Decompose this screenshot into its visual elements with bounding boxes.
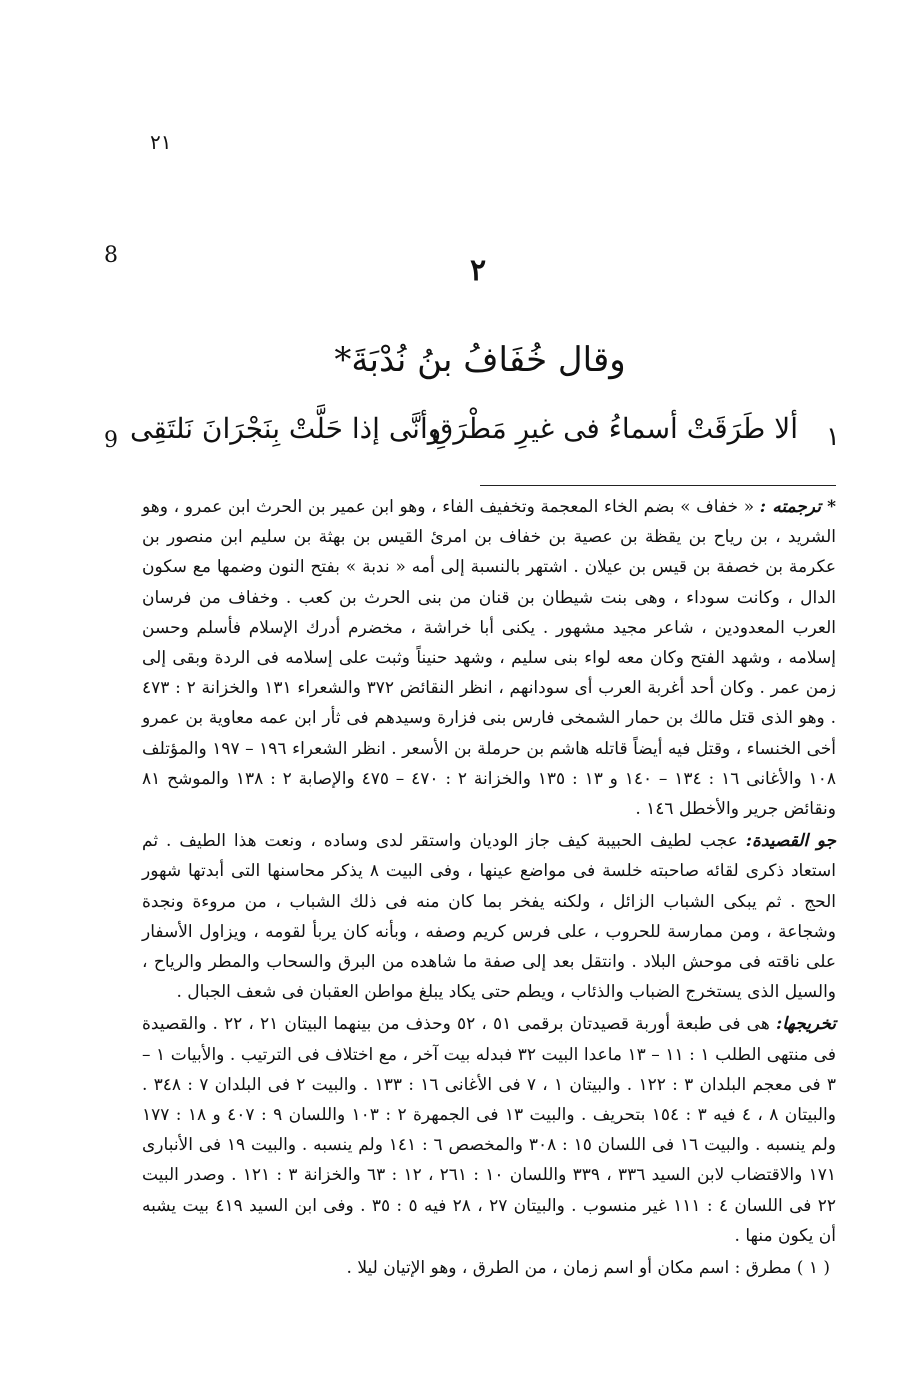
verse-number: ١ xyxy=(826,422,840,452)
verse-second-hemistich: وأنَّى إذا حَلَّتْ بِنَجْرَانَ نَلتَقِى xyxy=(130,412,442,445)
poem-context-text: عجب لطيف الحبيبة كيف جاز الوديان واستقر لدى وساده ، ونعت هذا الطيف . ثم استعاد ذكرى لقائه صاحبته خلسة فى مواضع عينها ، وفى البيت ٨ يذكر محاسنها التى أبدتها شهور الحج . ثم يبكى الشباب الزائل ، ولكنه يفخر بما كان منه فى ذلك الشباب ، من مروءة ونجدة وشجاعة ، ومن ممارسة للحروب ، على فرس كريم وصفه ، وبأنه كان يربأ لقومه ، ويزاول الأسفار على ناقته فى موحش البلاد . وانتقل بعد إلى صفة ما شاهده من البرق والسحاب والمطر والرياح ، والسيل الذى يستخرج الضباب والذئاب ، ويطم حتى يكاد يبلغ مواطن العقبان فى شعف الجبال . xyxy=(142,831,837,1003)
footnote-divider xyxy=(480,485,836,486)
poem-title: وقال خُفَافُ بنُ نُدْبَةَ* xyxy=(334,340,626,380)
footnote: ( ١ ) مطرق : اسم مكان أو اسم زمان ، من الطرق ، وهو الإتيان ليلا . xyxy=(346,1258,830,1279)
sources-note xyxy=(142,1009,836,1251)
notes-block xyxy=(142,492,836,1285)
page-number: ٢١ xyxy=(150,130,172,154)
biography-note xyxy=(142,492,836,824)
poem-context-note xyxy=(142,826,836,1007)
biography-text: « خفاف » بضم الخاء المعجمة وتخفيف الفاء ، وهو ابن عمير بن الحرث ابن عمرو ، وهو الشريد ، بن رياح بن يقظة بن عصية بن خفاف بن امرئ القيس بن بهثة بن سليم ابن منصور بن عكرمة بن خصفة بن قيس بن عيلان . اشتهر بالنسبة إلى أمه « ندبة » بفتح النون وضمها مع سكون الدال ، وكانت سوداء ، وهى بنت شيطان بن قنان من بنى الحرث بن كعب . وخفاف من فرسان العرب المعدودين ، شاعر مجيد مشهور . يكنى أبا خراشة ، مخضرم أدرك الإسلام فأسلم وحسن إسلامه ، وشهد الفتح وكان معه لواء بنى سليم ، وشهد حنيناً وثبت على إسلامه فى الردة وبقى إلى زمن عمر . وكان أحد أغربة العرب أى سودانهم ، انظر النقائض ٣٧٢ والشعراء ١٣١ والخزانة ٢ : ٤٧٣ . وهو الذى قتل مالك بن حمار الشمخى فارس بنى فزارة وسيدهم فى ثأر ابن عمه معاوية بن عمرو أخى الخنساء ، وقتل فيه أيضاً قاتله هاشم بن حرملة بن الأسعر . انظر الشعراء ١٩٦ – ١٩٧ والمؤتلف ١٠٨ والأغانى ١٦ : ١٣٤ – ١٤٠ و ١٣ : ١٣٥ والخزانة ٢ : ٤٧٠ – ٤٧٥ والإصابة ٢ : ١٣٨ والموشح ٨١ ونقائض جرير والأخطل ١٤٦ . xyxy=(142,497,836,820)
biography-label: * ترجمته : xyxy=(759,497,836,517)
poem-number: ٢ xyxy=(470,253,487,288)
margin-page-number: 9 xyxy=(104,428,118,453)
sources-label: تخريجها: xyxy=(775,1014,837,1035)
margin-page-number: 8 xyxy=(104,243,118,268)
verse-first-hemistich: ألا طَرَقَتْ أسماءُ فى غيرِ مَطْرَقِ xyxy=(431,412,798,445)
sources-text: هى فى طبعة أوربة قصيدتان برقمى ٥١ ، ٥٢ وحذف من بينهما البيتان ٢١ ، ٢٢ . والقصيدة فى منتهى الطلب ١ : ١١ – ١٣ ماعدا البيت ٣٢ فبدله بيت آخر ، مع اختلاف فى الترتيب . والأبيات ١ – ٣ فى معجم البلدان ٣ : ١٢٢ . والبيتان ١ ، ٧ فى الأغانى ١٦ : ١٣٣ . والبيت ٢ فى البلدان ٧ : ٣٤٨ . والبيتان ٨ ، ٤ فيه ٣ : ١٥٤ بتحريف . والبيت ١٣ فى الجمهرة ٢ : ١٠٣ واللسان ٩ : ٤٠٧ و ١٨ : ١٧٧ ولم ينسبه . والبيت ١٦ فى اللسان ١٥ : ٣٠٨ والمخصص ٦ : ١٤١ ولم ينسبه . والبيت ١٩ فى الأنبارى ١٧١ والاقتضاب لابن السيد ٣٣٦ ، ٣٣٩ واللسان ١٠ : ٢٦١ ، ١٢ : ٦٣ والخزانة ٣ : ١٢١ . وصدر البيت ٢٢ فى اللسان ٤ : ١١١ غير منسوب . والبيتان ٢٧ ، ٢٨ فيه ٥ : ٣٥ . وفى ابن السيد ٤١٩ بيت يشبه أن يكون منها . xyxy=(142,1014,836,1246)
poem-context-label: جو القصيدة: xyxy=(745,831,836,852)
